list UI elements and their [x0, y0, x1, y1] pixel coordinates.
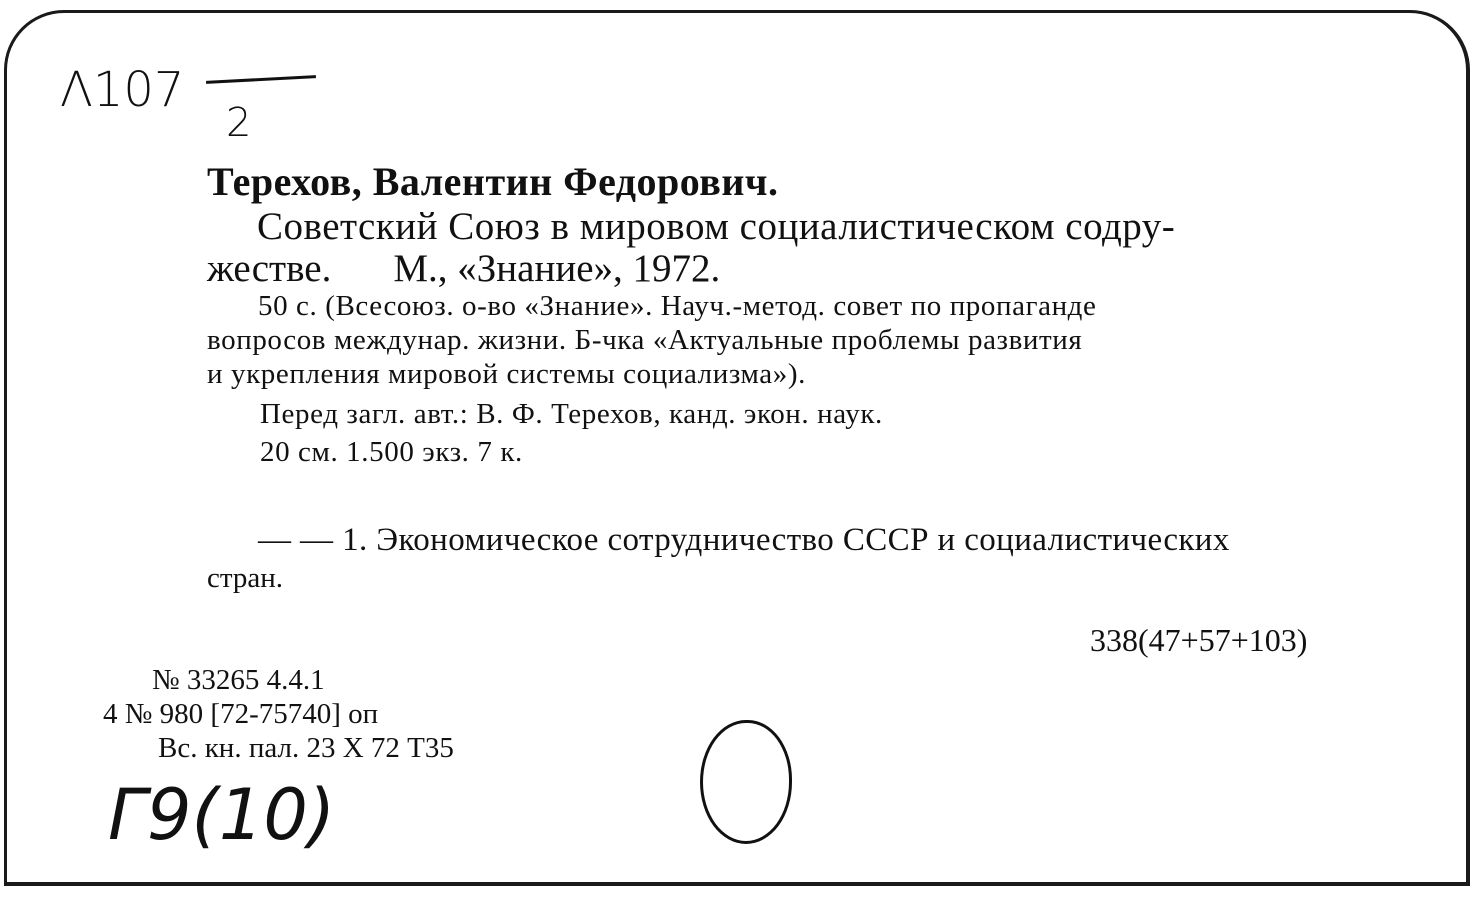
subject-heading-line-1: — — 1. Экономическое сотрудничество СССР и социалистических	[258, 522, 1230, 558]
classification-code: 338(47+57+103)	[1090, 622, 1308, 658]
shelfmark-denominator: 2	[226, 100, 252, 146]
description-line-1: 50 с. (Всесоюз. о-во «Знание». Науч.-метод. совет по пропаганде	[258, 290, 1097, 322]
handwritten-bottom-mark: Г9(10)	[108, 774, 336, 856]
shelfmark-numerator: Λ107	[60, 62, 185, 118]
title-line-2	[207, 246, 720, 291]
accession-line-2: 4 № 980 [72-75740] оп	[103, 698, 379, 730]
title-line-2-text: жестве.	[207, 247, 332, 290]
subject-heading-line-2: стран.	[207, 562, 284, 594]
description-line-4: Перед загл. авт.: В. Ф. Терехов, канд. экон. наук.	[260, 398, 883, 430]
description-line-2: вопросов междунар. жизни. Б-чка «Актуальные проблемы развития	[207, 324, 1083, 356]
publication-info: М., «Знание», 1972.	[393, 247, 721, 290]
accession-line-3: Вс. кн. пал. 23 X 72 Т35	[158, 732, 454, 764]
handwritten-zero-mark	[700, 720, 792, 844]
accession-line-1: № 33265 4.4.1	[152, 664, 325, 696]
description-line-5: 20 см. 1.500 экз. 7 к.	[260, 436, 523, 468]
title-line-1: Советский Союз в мировом социалистическом содру-	[257, 205, 1176, 248]
description-line-3: и укрепления мировой системы социализма»).	[207, 358, 806, 390]
author-heading: Терехов, Валентин Федорович.	[207, 159, 779, 204]
